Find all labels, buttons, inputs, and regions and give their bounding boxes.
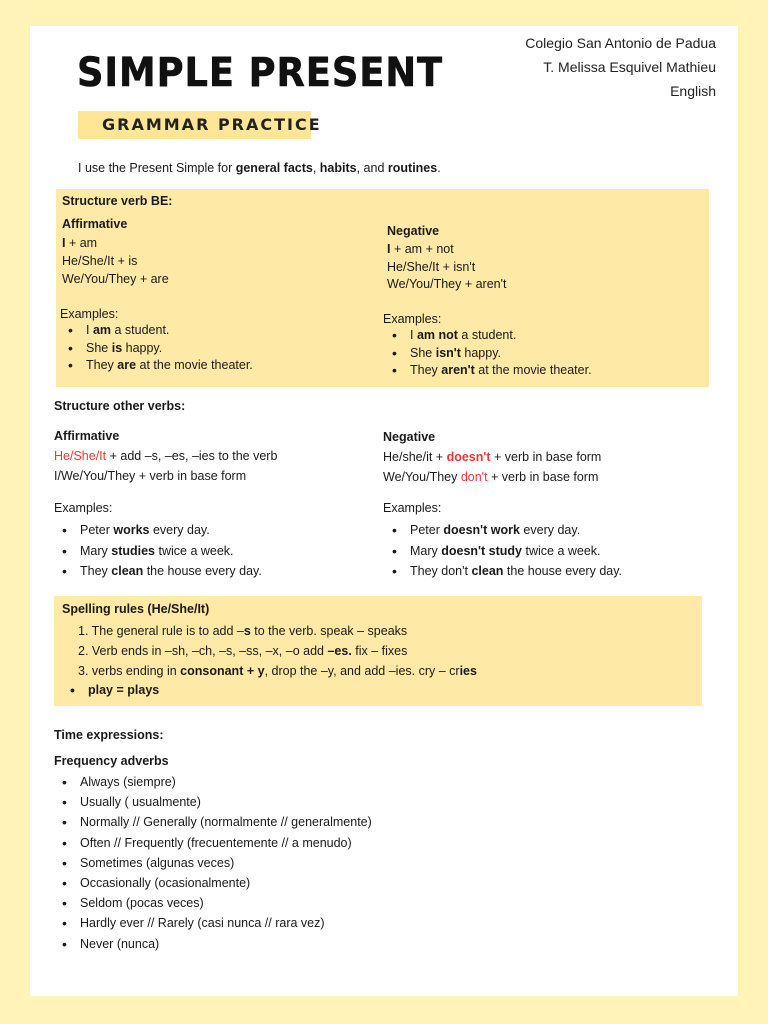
other-aff-line-1: He/She/It + add –s, –es, –ies to the verb [54,449,278,463]
subject-name: English [670,83,716,99]
list-item: • Mary studies twice a week. [54,541,262,562]
time-expressions-heading: Time expressions: [54,728,164,742]
list-item: • I am not a student. [384,327,592,345]
be-neg-line-3: We/You/They + aren't [387,277,507,291]
other-neg-examples-label: Examples: [383,501,442,515]
spelling-rule-3: 3. verbs ending in consonant + y, drop the –y, and add –ies. cry – cries [78,664,477,678]
be-affirmative-heading: Affirmative [62,217,128,231]
list-item: • Occasionally (ocasionalmente) [54,873,372,893]
teacher-name: T. Melissa Esquivel Mathieu [543,59,716,75]
other-affirmative-heading: Affirmative [54,429,120,443]
other-aff-line-2: I/We/You/They + verb in base form [54,469,247,483]
be-neg-examples [384,327,592,380]
list-item: • Hardly ever // Rarely (casi nunca // rara vez) [54,913,372,933]
frequency-adverbs-list [54,772,372,954]
list-item: • They don't clean the house every day. [384,561,622,582]
spelling-rules-list [78,621,477,681]
list-item: • Peter doesn't work every day. [384,520,622,541]
be-neg-examples-label: Examples: [383,312,442,326]
list-item: • Usually ( usualmente) [54,792,372,812]
worksheet-page [30,26,738,996]
list-item: • They clean the house every day. [54,561,262,582]
other-aff-examples [54,520,262,582]
list-item: • They aren't at the movie theater. [384,362,592,380]
intro-text: I use the Present Simple for general facts, habits, and routines. [78,161,441,175]
other-verbs-heading: Structure other verbs: [54,399,186,413]
other-neg-line-2: We/You/They don't + verb in base form [383,470,599,484]
verb-be-heading: Structure verb BE: [62,194,173,208]
other-aff-examples-label: Examples: [54,501,113,515]
spelling-extra [62,682,159,699]
list-item: • Always (siempre) [54,772,372,792]
list-item: • Sometimes (algunas veces) [54,853,372,873]
list-item: • play = plays [62,682,159,699]
list-item: • Seldom (pocas veces) [54,893,372,913]
other-neg-examples [384,520,622,582]
page-subtitle: GRAMMAR PRACTICE [102,115,322,134]
list-item: • I am a student. [60,322,253,340]
be-neg-line-1: I + am + not [387,242,454,256]
list-item: • Never (nunca) [54,934,372,954]
be-aff-examples [60,322,253,375]
list-item: • Often // Frequently (frecuentemente // a menudo) [54,833,372,853]
be-negative-heading: Negative [387,224,440,238]
list-item: • Mary doesn't study twice a week. [384,541,622,562]
list-item: • Normally // Generally (normalmente // generalmente) [54,812,372,832]
spelling-rule-1: 1. The general rule is to add –s to the verb. speak – speaks [78,624,408,638]
list-item: • They are at the movie theater. [60,357,253,375]
other-negative-heading: Negative [383,430,436,444]
be-aff-line-1: I + am [62,236,98,250]
be-neg-line-2: He/She/It + isn't [387,260,476,274]
page-title: SIMPLE PRESENT [77,50,444,96]
spelling-rule-2: 2. Verb ends in –sh, –ch, –s, –ss, –x, –o add –es. fix – fixes [78,644,408,658]
list-item: • She isn't happy. [384,345,592,363]
list-item: • Peter works every day. [54,520,262,541]
list-item: • She is happy. [60,340,253,358]
be-aff-line-2: He/She/It + is [62,254,138,268]
spelling-heading: Spelling rules (He/She/It) [62,602,210,616]
be-aff-examples-label: Examples: [60,307,119,321]
be-aff-line-3: We/You/They + are [62,272,169,286]
other-neg-line-1: He/she/it + doesn't + verb in base form [383,450,602,464]
school-name: Colegio San Antonio de Padua [525,35,716,51]
frequency-adverbs-heading: Frequency adverbs [54,754,169,768]
